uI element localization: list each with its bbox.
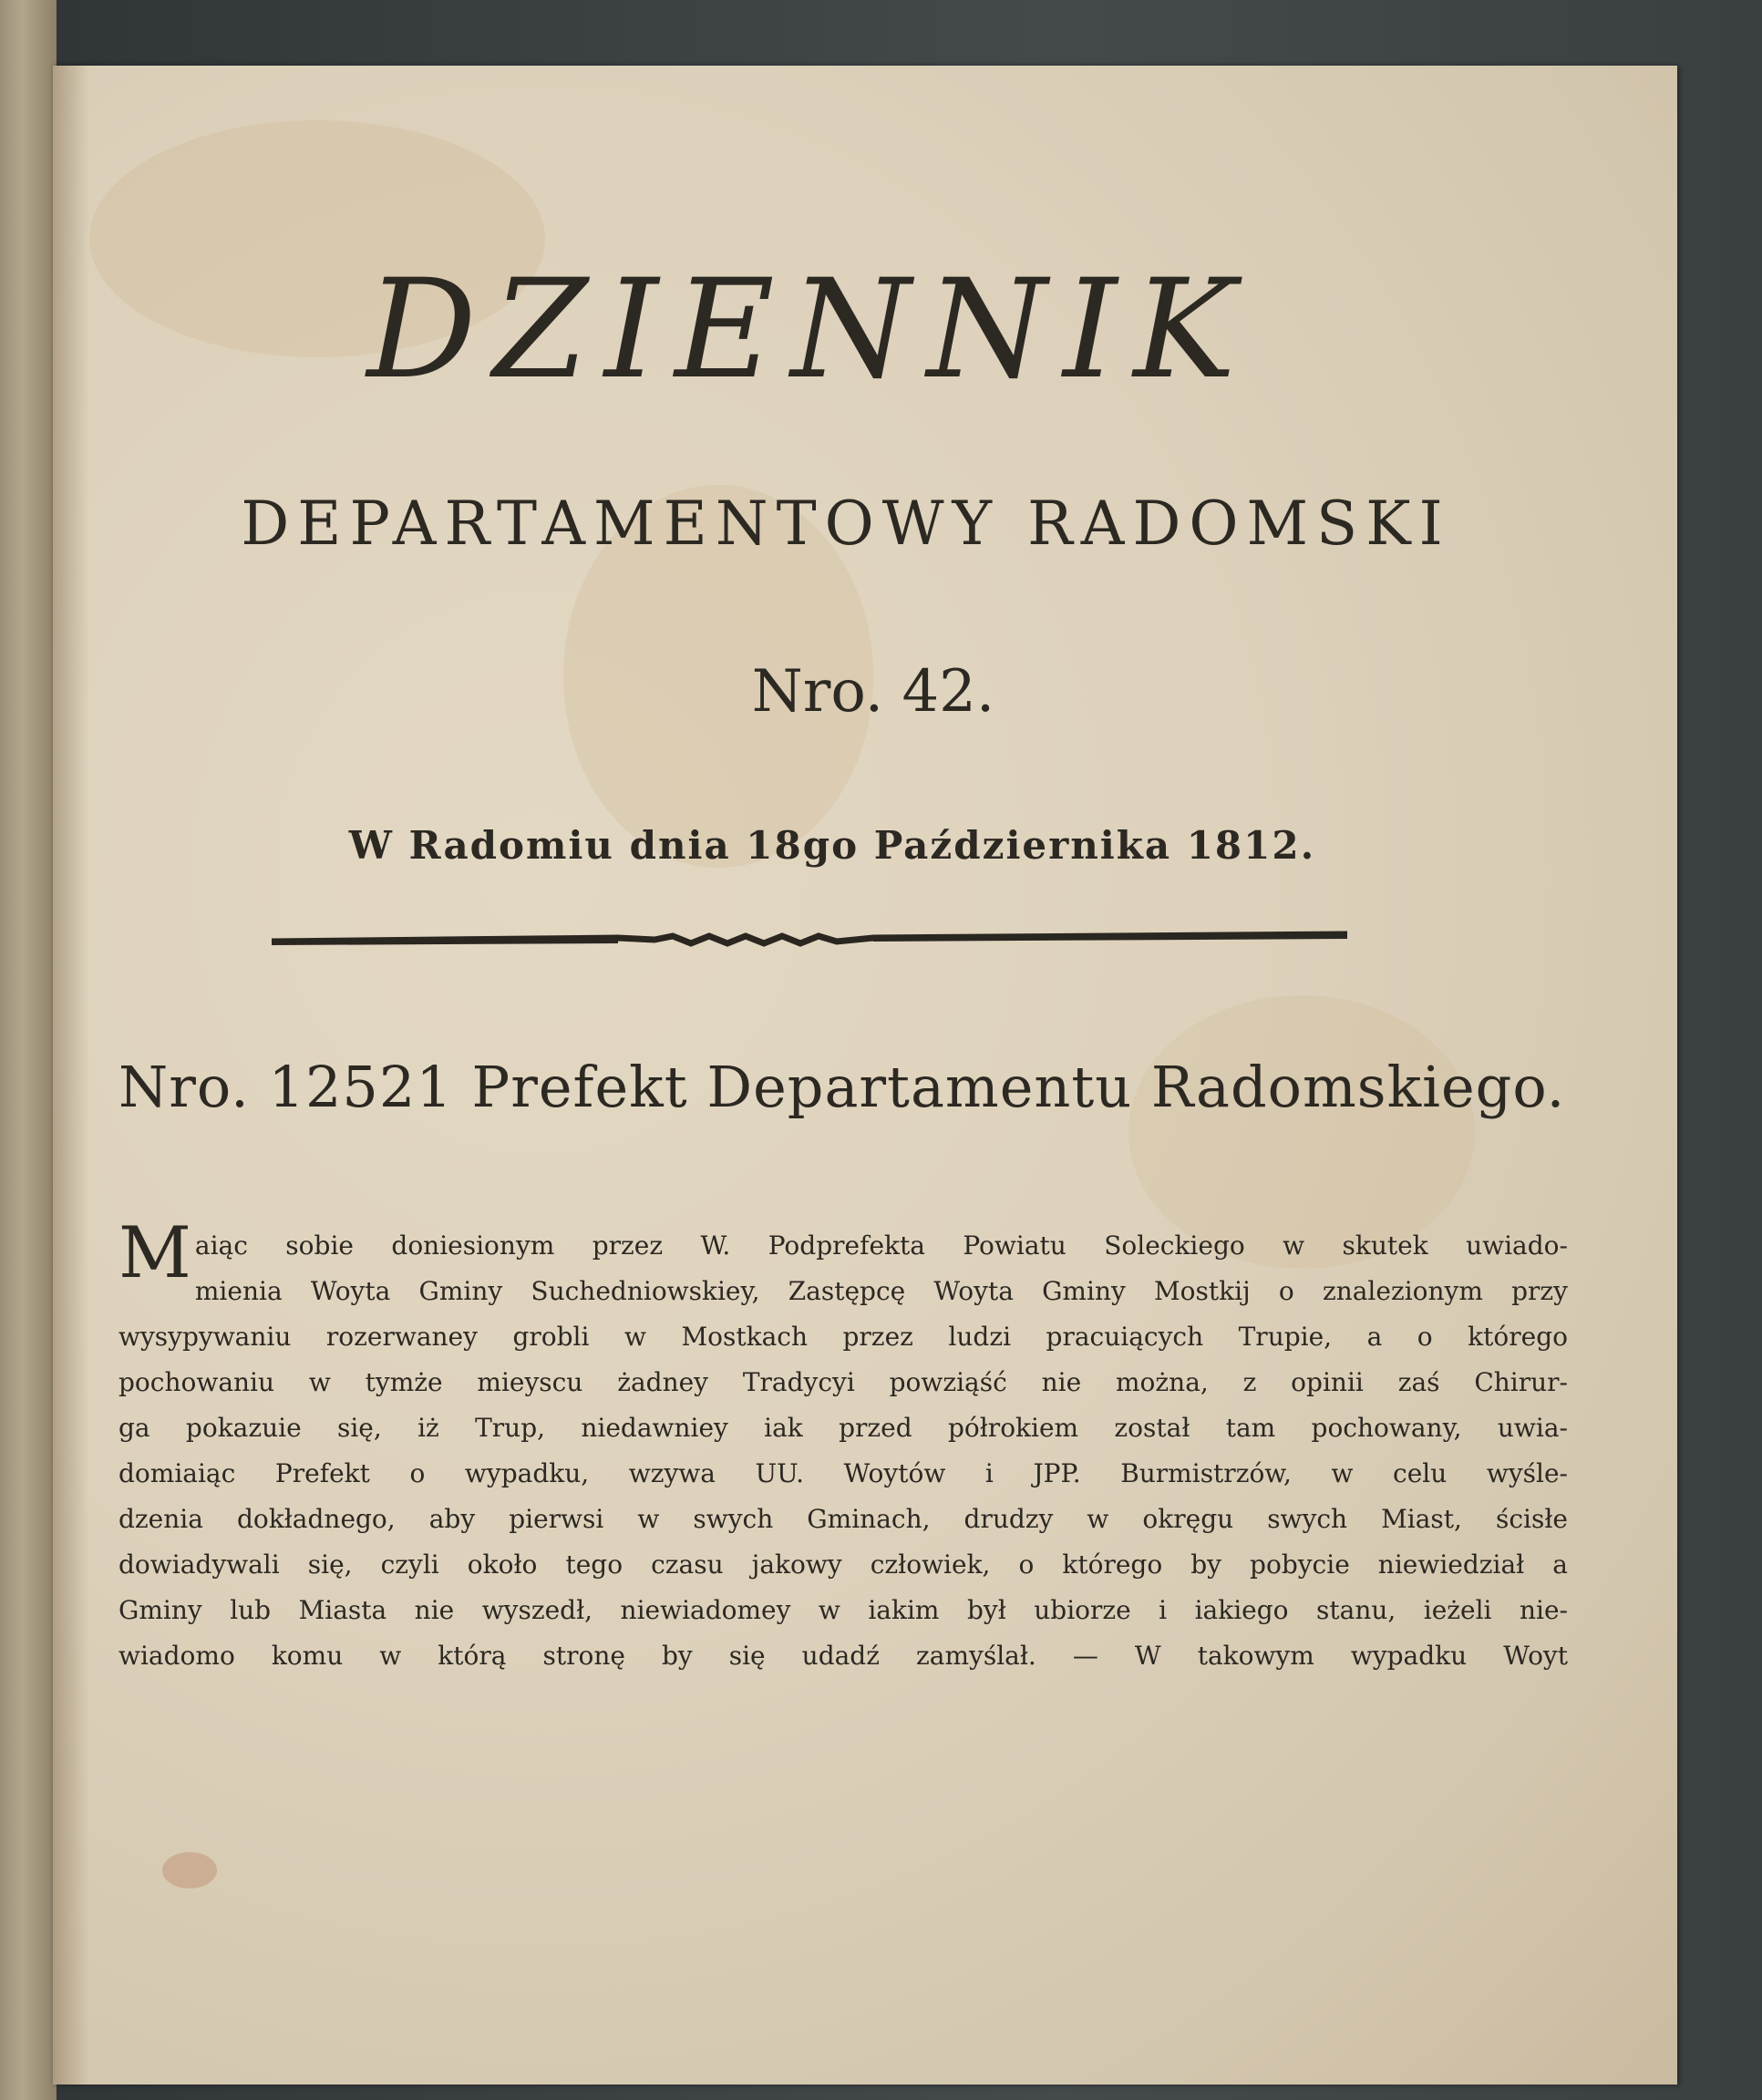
issue-number: Nro. 42. bbox=[751, 658, 995, 726]
article-heading: Nro. 12521 Prefekt Departamentu Radomskiego. bbox=[118, 1054, 1566, 1120]
drop-cap: M bbox=[118, 1212, 191, 1294]
newspaper-subtitle: DEPARTAMENTOWY RADOMSKI bbox=[241, 489, 1451, 559]
newspaper-title: DZIENNIK bbox=[366, 251, 1252, 409]
article-line: mienia Woyta Gminy Suchedniowskiey, Zastępcę Woyta Gminy Mostkij o znalezionym przy bbox=[194, 1276, 1568, 1306]
ornamental-rule bbox=[272, 927, 1347, 952]
article-line: dzenia dokładnego, aby pierwsi w swych Gminach, drudzy w okręgu swych Miast, ścisłe bbox=[118, 1504, 1568, 1534]
dateline: W Radomiu dnia 18go Października 1812. bbox=[348, 823, 1316, 868]
page-gutter-shadow bbox=[53, 66, 89, 2085]
article-line: domiaiąc Prefekt o wypadku, wzywa UU. Woytów i JPP. Burmistrzów, w celu wyśle- bbox=[118, 1458, 1568, 1488]
book-binding-edge bbox=[0, 0, 57, 2100]
article-line: wysypywaniu rozerwaney grobli w Mostkach przez ludzi pracuiących Trupie, a o którego bbox=[118, 1322, 1568, 1352]
article-line: ga pokazuie się, iż Trup, niedawniey iak przed półrokiem został tam pochowany, uwia- bbox=[118, 1413, 1568, 1443]
article-line: dowiadywali się, czyli około tego czasu jakowy człowiek, o którego by pobycie niewiedział a bbox=[118, 1549, 1568, 1580]
newspaper-page bbox=[53, 66, 1677, 2085]
article-line: pochowaniu w tymże mieyscu żadney Tradycyi powziąść nie można, z opinii zaś Chirur- bbox=[118, 1367, 1568, 1397]
article-line: wiadomo komu w którą stronę by się udadź zamyślał. — W takowym wypadku Woyt bbox=[118, 1641, 1568, 1671]
article-body bbox=[118, 1212, 1568, 1679]
article-line: aiąc sobie doniesionym przez W. Podprefekta Powiatu Soleckiego w skutek uwiado- bbox=[194, 1230, 1568, 1261]
article-line: Gminy lub Miasta nie wyszedł, niewiadomey w iakim był ubiorze i iakiego stanu, ieżeli nie- bbox=[118, 1595, 1568, 1625]
paper-stain bbox=[162, 1852, 217, 1889]
